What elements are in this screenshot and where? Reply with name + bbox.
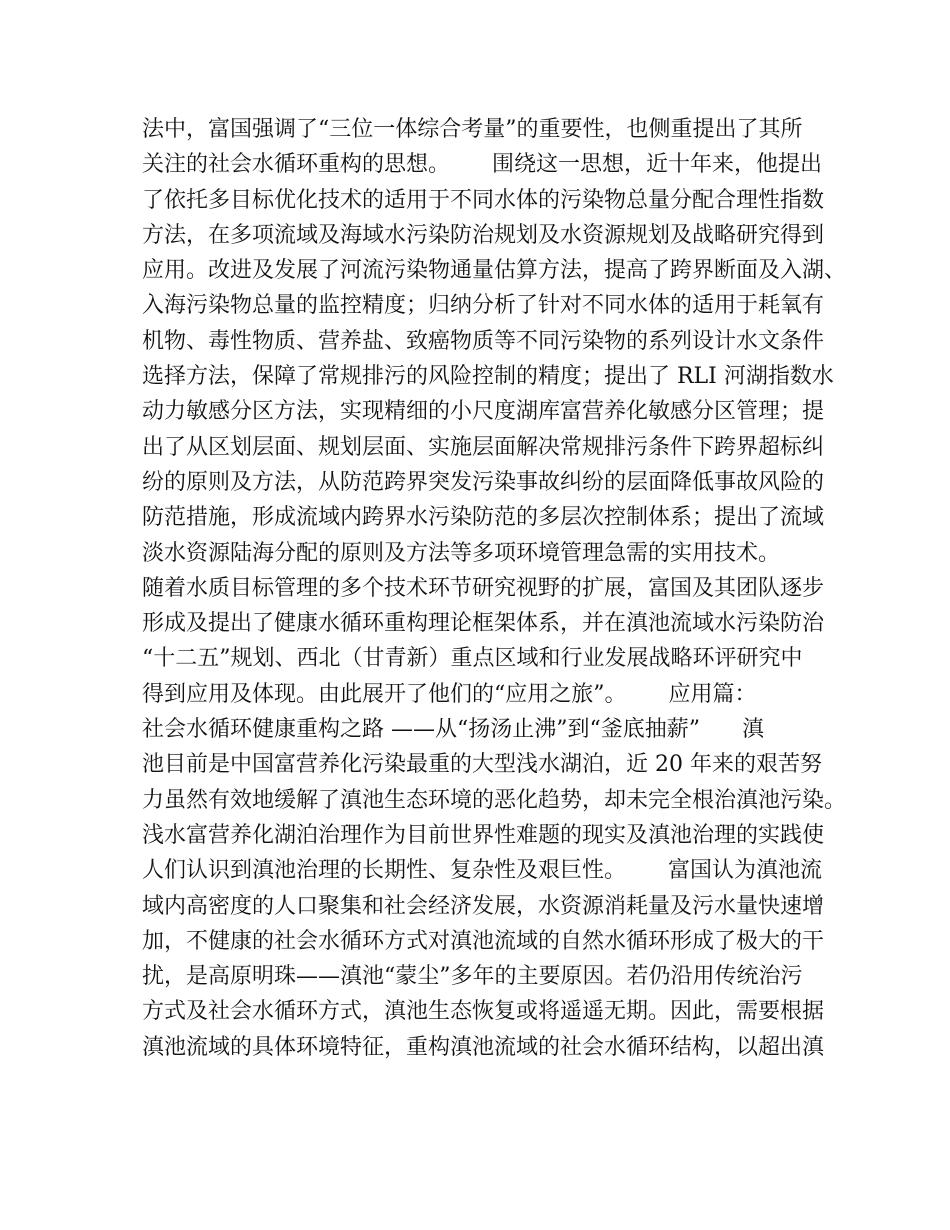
text-line: 得到应用及体现。由此展开了他们的“应用之旅”。 应用篇： <box>142 681 757 707</box>
text-line: 域内高密度的人口聚集和社会经济发展，水资源消耗量及污水量快速增 <box>142 893 825 919</box>
text-line: 入海污染物总量的监控精度；归纳分析了针对不同水体的适用于耗氧有 <box>142 293 825 319</box>
text-line: 人们认识到滇池治理的长期性、复杂性及艰巨性。 富国认为滇池流 <box>142 858 822 884</box>
text-line: 滇池流域的具体环境特征，重构滇池流域的社会水循环结构，以超出滇 <box>142 1034 825 1060</box>
text-line: 关注的社会水循环重构的思想。 围绕这一思想，近十年来，他提出 <box>142 152 822 178</box>
text-line: 形成及提出了健康水循环重构理论框架体系，并在滇池流域水污染防治 <box>142 611 825 637</box>
text-line: 法中，富国强调了“三位一体综合考量”的重要性，也侧重提出了其所 <box>142 117 803 142</box>
text-line: “十二五”规划、西北（甘青新）重点区域和行业发展战略环评研究中 <box>142 646 803 672</box>
text-line: 池目前是中国富营养化污染最重的大型浅水湖泊，近 20 年来的艰苦努 <box>142 752 822 778</box>
text-line: 力虽然有效地缓解了滇池生态环境的恶化趋势，却未完全根治滇池污染。 <box>142 787 847 813</box>
text-line: 随着水质目标管理的多个技术环节研究视野的扩展，富国及其团队逐步 <box>142 575 825 601</box>
text-line: 社会水循环健康重构之路 ——从“扬汤止沸”到“釜底抽薪” 滇 <box>142 717 764 743</box>
text-line: 应用。改进及发展了河流污染物通量估算方法，提高了跨界断面及入湖、 <box>142 258 847 284</box>
body-text <box>142 112 847 1065</box>
text-line: 防范措施，形成流域内跨界水污染防范的多层次控制体系；提出了流域 <box>142 505 825 531</box>
text-line: 加，不健康的社会水循环方式对滇池流域的自然水循环形成了极大的干 <box>142 928 825 954</box>
text-line: 浅水富营养化湖泊治理作为目前世界性难题的现实及滇池治理的实践使 <box>142 822 825 848</box>
text-line: 机物、毒性物质、营养盐、致癌物质等不同污染物的系列设计水文条件 <box>142 328 825 354</box>
text-line: 选择方法，保障了常规排污的风险控制的精度；提出了 RLI 河湖指数水 <box>142 364 834 390</box>
text-line: 出了从区划层面、规划层面、实施层面解决常规排污条件下跨界超标纠 <box>142 434 825 460</box>
text-line: 方法，在多项流域及海域水污染防治规划及水资源规划及战略研究得到 <box>142 222 825 248</box>
text-line: 纷的原则及方法，从防范跨界突发污染事故纠纷的层面降低事故风险的 <box>142 469 825 495</box>
text-line: 方式及社会水循环方式，滇池生态恢复或将遥遥无期。因此，需要根据 <box>142 999 825 1025</box>
text-line: 淡水资源陆海分配的原则及方法等多项环境管理急需的实用技术。 <box>142 540 781 566</box>
text-line: 扰，是高原明珠——滇池“蒙尘”多年的主要原因。若仍沿用传统治污 <box>142 964 803 990</box>
text-line: 动力敏感分区方法，实现精细的小尺度湖库富营养化敏感分区管理；提 <box>142 399 825 425</box>
text-line: 了依托多目标优化技术的适用于不同水体的污染物总量分配合理性指数 <box>142 187 825 213</box>
